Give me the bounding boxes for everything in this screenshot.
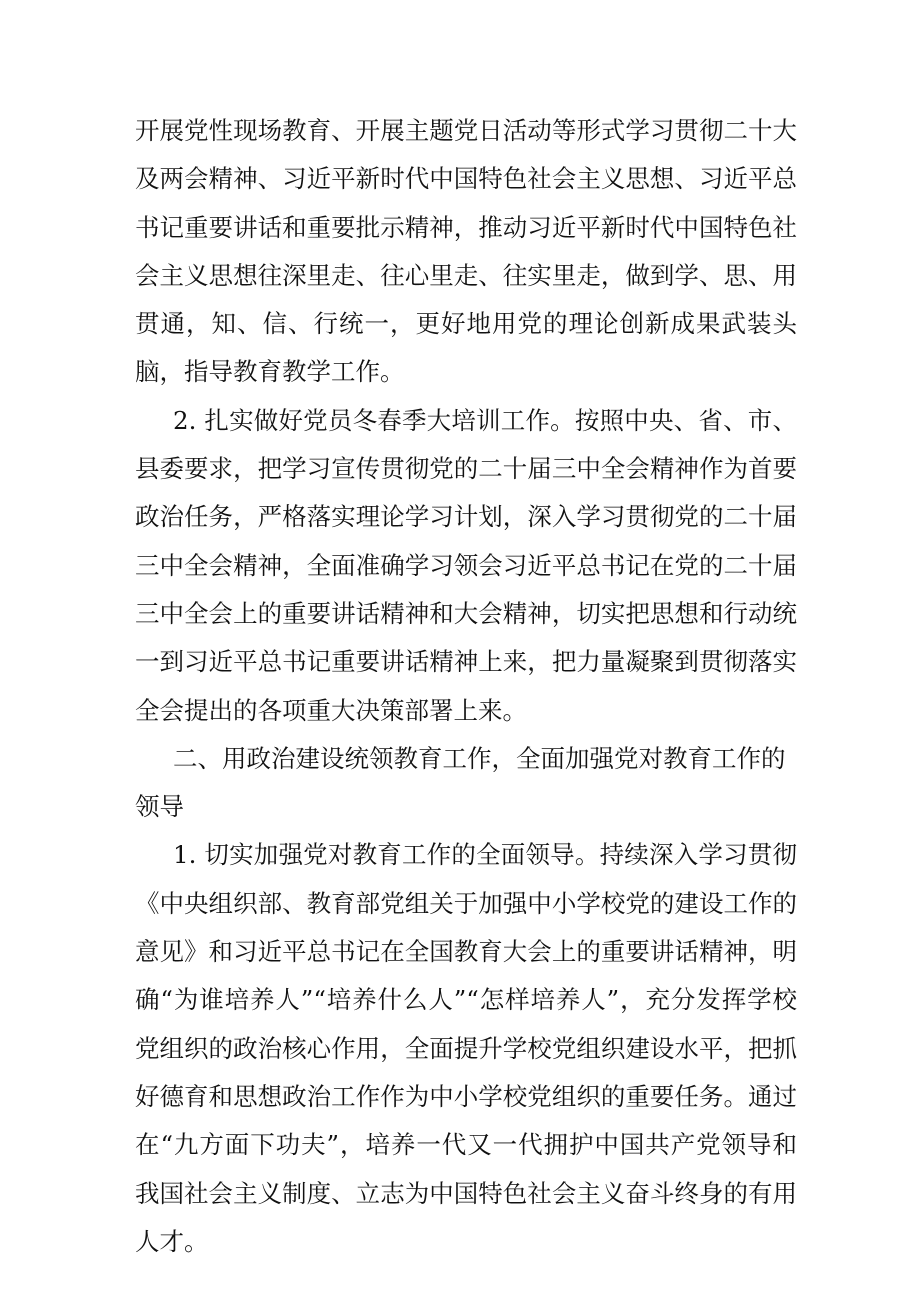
section-heading-political-construction: 二、用政治建设统领教育工作，全面加强党对教育工作的领导 [135,743,786,822]
paragraph-item-2-member-training: 2. 扎实做好党员冬春季大培训工作。按照中央、省、市、县委要求，把学习宣传贯彻党的二十届三中全会精神作为首要政治任务，严格落实理论学习计划，深入学习贯彻党的二十届三中全会精神，全面准确学习领会习近平总书记在党的二十届三中全会上的重要讲话精神和大会精神，切实把思想和行动统一到习近平总书记重要讲话精神上来，把力量凝聚到贯彻落实全会提出的各项重大决策部署上来。 [135,405,797,725]
paragraph-item-1-party-leadership: 1. 切实加强党对教育工作的全面领导。持续深入学习贯彻《中央组织部、教育部党组关于加强中小学校党的建设工作的意见》和习近平总书记在全国教育大会上的重要讲话精神，明确“为谁培养人”“培养什么人”“怎样培养人”，充分发挥学校党组织的政治核心作用，全面提升学校党组织建设水平，把抓好德育和思想政治工作作为中小学校党组织的重要任务。通过在“九方面下功夫”，培养一代又一代拥护中国共产党领导和我国社会主义制度、立志为中国特色社会主义奋斗终身的有用人才。 [135,840,797,1256]
document-body [135,107,797,1266]
paragraph-continuation: 开展党性现场教育、开展主题党日活动等形式学习贯彻二十大及两会精神、习近平新时代中国特色社会主义思想、习近平总书记重要讲话和重要批示精神，推动习近平新时代中国特色社会主义思想往深里走、往心里走、往实里走，做到学、思、用贯通，知、信、行统一，更好地用党的理论创新成果武装头脑，指导教育教学工作。 [135,116,797,387]
